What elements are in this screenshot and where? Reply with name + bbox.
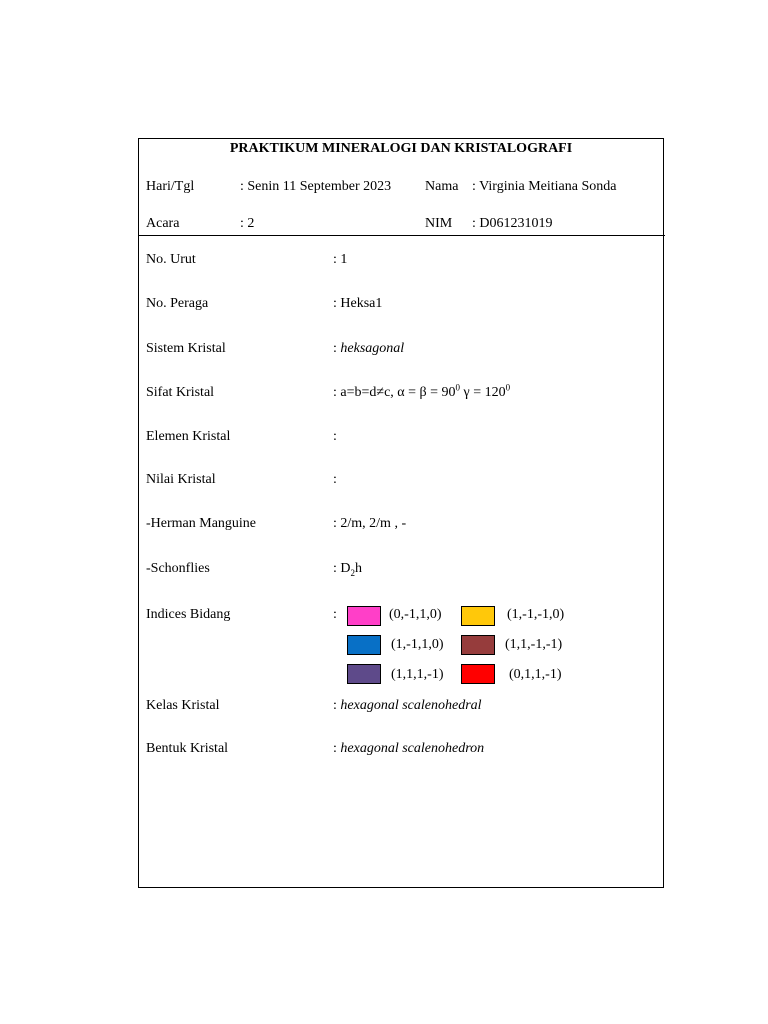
swatch-4 (347, 664, 381, 684)
no-urut-label: No. Urut (146, 252, 196, 267)
worksheet (138, 138, 664, 888)
index-4: (1,1,1,-1) (391, 667, 444, 682)
nama-value: : Virginia Meitiana Sonda (472, 179, 617, 194)
schonflies-value: : $D_2h$ (333, 561, 362, 578)
index-5: (0,1,1,-1) (509, 667, 562, 682)
swatch-1 (461, 606, 495, 626)
elemen-value: : (333, 429, 337, 444)
acara-value: : 2 (240, 216, 255, 231)
hari-label: Hari/Tgl (146, 179, 195, 194)
nilai-label: Nilai Kristal (146, 472, 216, 487)
swatch-5 (461, 664, 495, 684)
indices-label: Indices Bidang (146, 607, 231, 622)
kelas-value: : hexagonal scalenohedral (333, 698, 482, 713)
swatch-3 (461, 635, 495, 655)
page-title: PRAKTIKUM MINERALOGI DAN KRISTALOGRAFI (229, 141, 573, 156)
index-2: (1,-1,1,0) (391, 637, 444, 652)
bentuk-label: Bentuk Kristal (146, 741, 229, 756)
acara-label: Acara (146, 216, 180, 231)
hari-value: : Senin 11 September 2023 (240, 179, 392, 194)
no-peraga-value: : Heksa1 (333, 296, 383, 311)
nim-label: NIM (425, 216, 453, 231)
index-1: (1,-1,-1,0) (507, 607, 565, 622)
index-3: (1,1,-1,-1) (505, 637, 563, 652)
sifat-label: Sifat Kristal (146, 385, 215, 400)
kelas-label: Kelas Kristal (146, 698, 220, 713)
index-0: (0,-1,1,0) (389, 607, 442, 622)
no-peraga-label: No. Peraga (146, 296, 209, 311)
sistem-value: : heksagonal (333, 341, 405, 356)
indices-colon: : (333, 607, 337, 622)
sifat-value: : a=b=d≠c, $\alpha = \beta = 90^0$ $\gamma = 120^0$ (333, 382, 511, 400)
nama-label: Nama (425, 179, 459, 194)
swatch-2 (347, 635, 381, 655)
herman-value: : 2/m, 2/m , - (333, 516, 407, 531)
header-divider (139, 235, 665, 236)
no-urut-value: : 1 (333, 252, 348, 267)
herman-label: -Herman Manguine (146, 516, 257, 531)
swatch-0 (347, 606, 381, 626)
schonflies-label: -Schonflies (146, 561, 210, 576)
nim-value: : D061231019 (472, 216, 553, 231)
nilai-value: : (333, 472, 337, 487)
elemen-label: Elemen Kristal (146, 429, 231, 444)
bentuk-value: : hexagonal scalenohedron (333, 741, 485, 756)
sistem-label: Sistem Kristal (146, 341, 226, 356)
